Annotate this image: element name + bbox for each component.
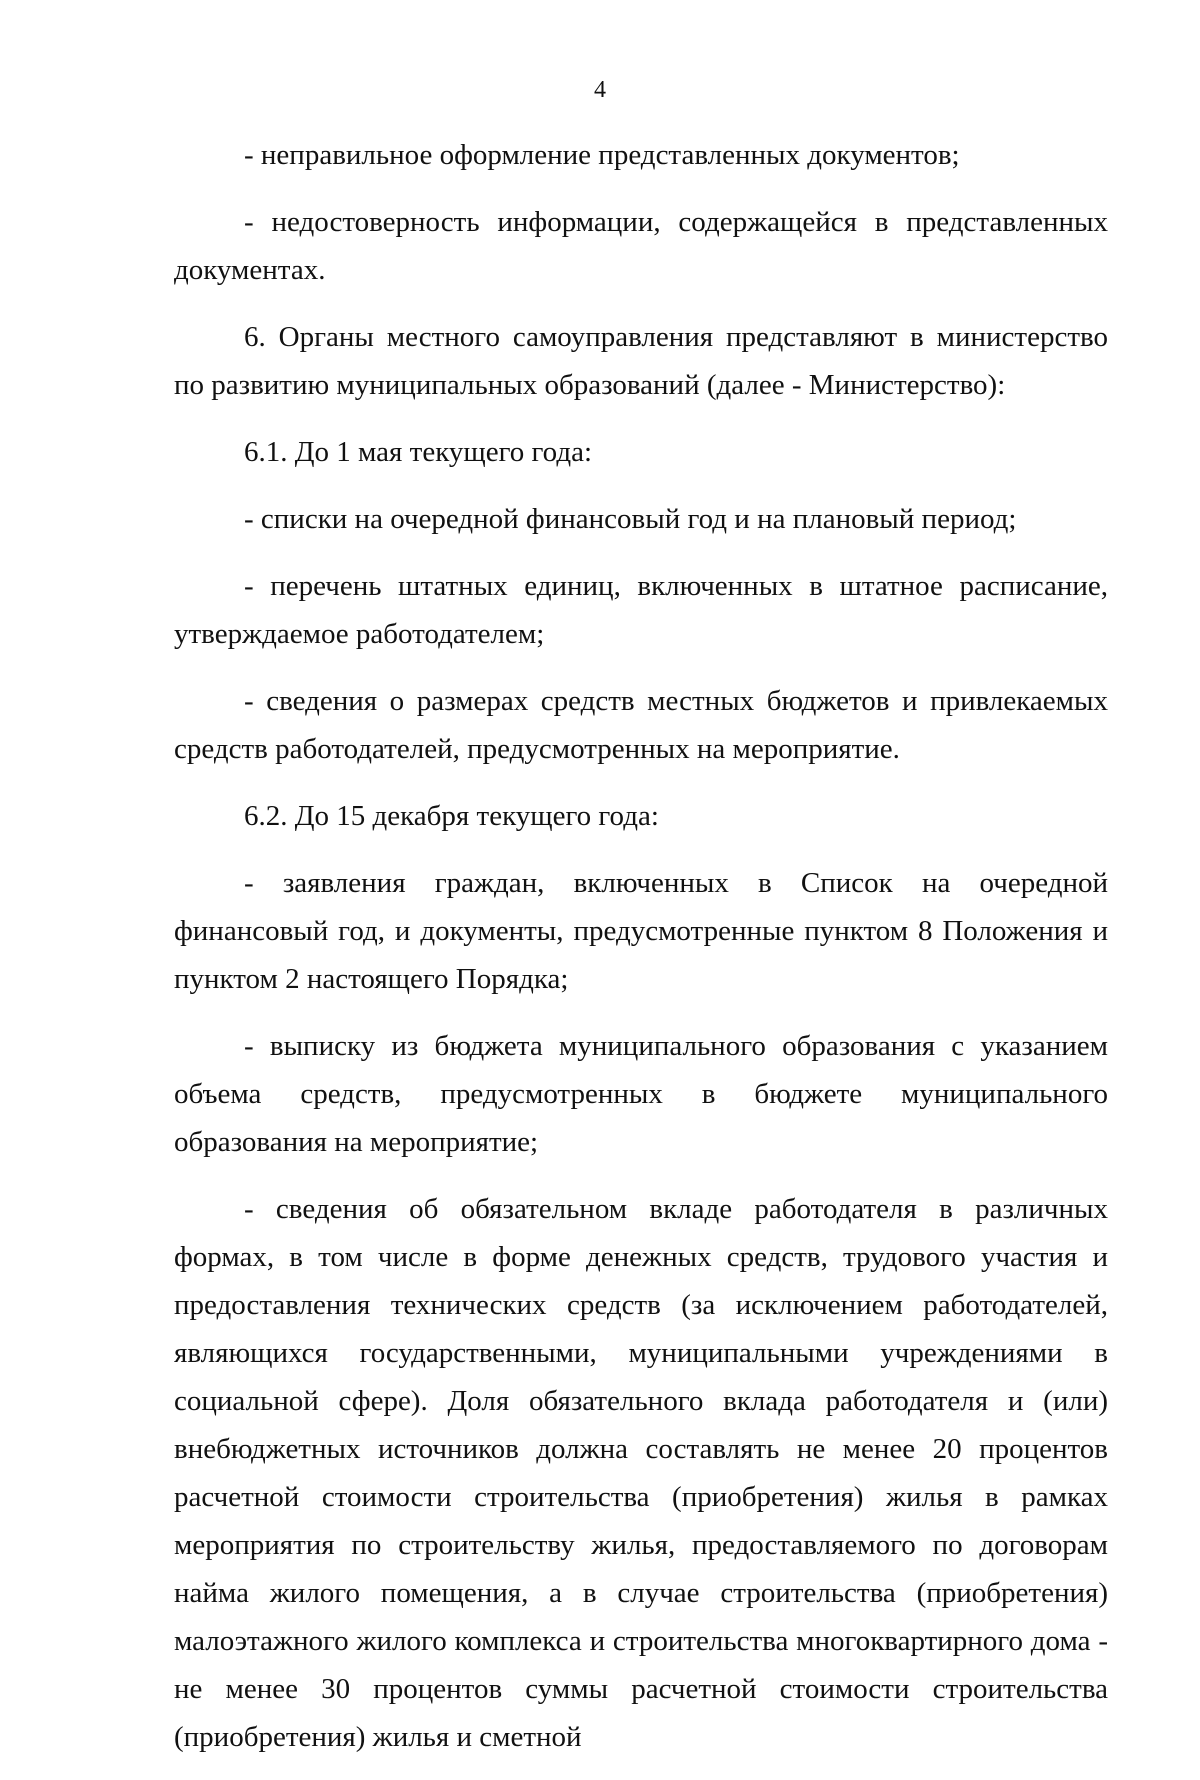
paragraph-incorrect-formatting: - неправильное оформление представленных документов; bbox=[244, 139, 960, 171]
paragraph-staff-units: - перечень штатных единиц, включенных в штатное расписание, утверждаемое работодателем; bbox=[174, 570, 1108, 650]
paragraph-lists: - списки на очередной финансовый год и на плановый период; bbox=[244, 503, 1017, 535]
page-number: 4 bbox=[594, 77, 606, 103]
paragraph-unreliable-information: - недостоверность информации, содержащейся в представленных документах. bbox=[174, 206, 1108, 286]
paragraph-citizen-applications: - заявления граждан, включенных в Список на очередной финансовый год, и документы, предусмотренные пунктом 8 Положения и пунктом 2 настоящего Порядка; bbox=[174, 867, 1108, 995]
paragraph-budget-funds: - сведения о размерах средств местных бюджетов и привлекаемых средств работодателей, предусмотренных на мероприятие. bbox=[174, 685, 1108, 765]
paragraph-section-6-2: 6.2. До 15 декабря текущего года: bbox=[244, 800, 659, 832]
paragraph-section-6-1: 6.1. До 1 мая текущего года: bbox=[244, 436, 593, 468]
paragraph-budget-extract: - выписку из бюджета муниципального образования с указанием объема средств, предусмотренных в бюджете муниципального образования на мероприятие; bbox=[174, 1030, 1108, 1158]
paragraph-section-6: 6. Органы местного самоуправления представляют в министерство по развитию муниципальных образований (далее - Министерство): bbox=[174, 321, 1108, 401]
paragraph-employer-contribution: - сведения об обязательном вкладе работодателя в различных формах, в том числе в форме денежных средств, трудового участия и предоставления технических средств (за исключением работодателей, являющихся государственными, муниципальными учреждениями в социальной сфере). Доля обязательного вклада работодателя и (или) внебюджетных источников должна составлять не менее 20 процентов расчетной стоимости строительства (приобретения) жилья в рамках мероприятия по строительству жилья, предоставляемого по договорам найма жилого помещения, а в случае строительства (приобретения) малоэтажного жилого комплекса и строительства многоквартирного дома - не менее 30 процентов суммы расчетной стоимости строительства (приобретения) жилья и сметной bbox=[174, 1193, 1108, 1753]
document-body bbox=[174, 131, 1108, 1780]
